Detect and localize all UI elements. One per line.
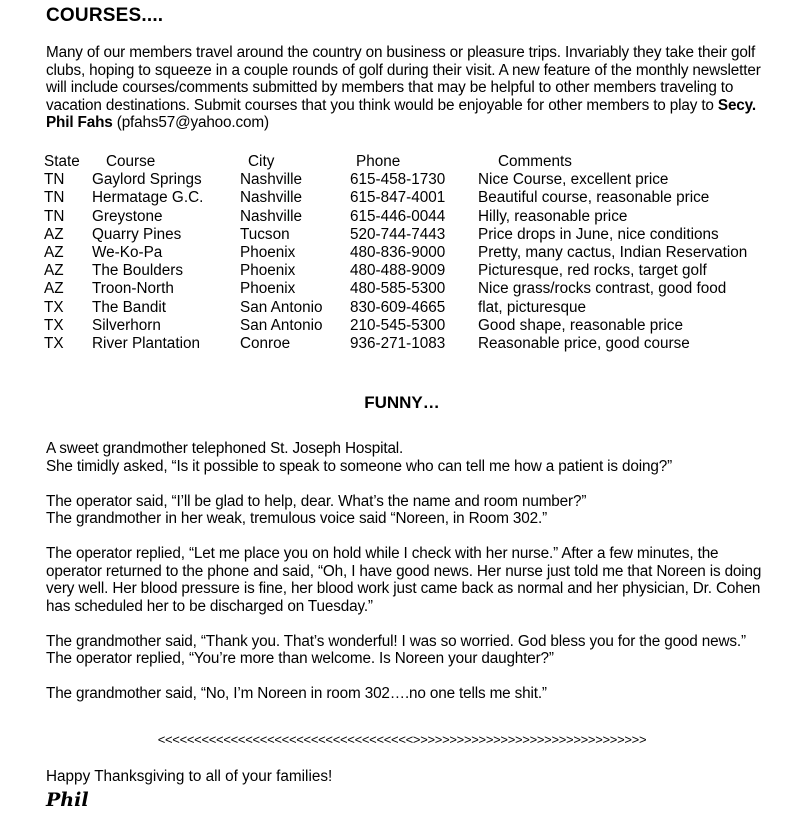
cell-state: TX — [44, 335, 64, 353]
cell-phone: 615-847-4001 — [350, 189, 446, 207]
cell-phone: 480-836-9000 — [350, 244, 446, 262]
cell-state: TX — [44, 316, 64, 334]
cell-comments: Picturesque, red rocks, target golf — [478, 262, 707, 280]
cell-phone: 210-545-5300 — [350, 316, 446, 334]
header-city: City — [248, 153, 275, 170]
table-row — [44, 262, 747, 280]
cell-state: TN — [44, 171, 65, 189]
cell-course: The Bandit — [92, 298, 166, 316]
header-phone: Phone — [356, 153, 401, 170]
table-row — [44, 299, 747, 317]
cell-phone: 615-458-1730 — [350, 171, 446, 189]
table-row — [44, 171, 747, 189]
cell-city: San Antonio — [240, 316, 323, 334]
cell-city: Phoenix — [240, 262, 296, 280]
cell-city: Conroe — [240, 335, 291, 353]
story-paragraph: The operator said, “I’ll be glad to help, dear. What’s the name and room number?” The grandmother in her weak, tremulous voice said “Noreen, in Room 302.” — [46, 492, 587, 527]
cell-comments: Beautiful course, reasonable price — [478, 189, 710, 207]
cell-comments: Good shape, reasonable price — [478, 316, 683, 334]
cell-phone: 830-609-4665 — [350, 298, 446, 316]
cell-state: TN — [44, 207, 65, 225]
cell-course: Hermatage G.C. — [92, 189, 204, 207]
cell-state: TN — [44, 189, 65, 207]
header-course: Course — [106, 153, 156, 170]
cell-phone: 615-446-0044 — [350, 207, 446, 225]
cell-comments: Hilly, reasonable price — [478, 207, 628, 225]
cell-phone: 936-271-1083 — [350, 335, 446, 353]
cell-phone: 480-585-5300 — [350, 280, 446, 298]
cell-comments: Pretty, many cactus, Indian Reservation — [478, 244, 748, 262]
cell-phone: 520-744-7443 — [350, 225, 446, 243]
cell-course: River Plantation — [92, 335, 200, 353]
cell-city: Nashville — [240, 171, 303, 189]
table-row — [44, 244, 747, 262]
cell-comments: Nice grass/rocks contrast, good food — [478, 280, 727, 298]
cell-course: Silverhorn — [92, 316, 161, 334]
cell-city: Nashville — [240, 189, 303, 207]
courses-table — [44, 153, 747, 353]
story-paragraph: The grandmother said, “Thank you. That’s wonderful! I was so worried. God bless you for the good news.” The operator replied, “You’re more than welcome. Is Noreen your daughter?” — [46, 632, 746, 667]
cell-city: Tucson — [240, 225, 290, 243]
cell-comments: Reasonable price, good course — [478, 335, 690, 353]
cell-comments: Nice Course, excellent price — [478, 171, 669, 189]
table-row — [44, 226, 747, 244]
closing-greeting: Happy Thanksgiving to all of your families! — [46, 768, 333, 785]
signature: Phil — [46, 789, 89, 811]
cell-course: The Boulders — [92, 262, 183, 280]
contact-name: Secy. Phil Fahs — [46, 96, 756, 131]
story-paragraph: The grandmother said, “No, I’m Noreen in room 302….no one tells me shit.” — [46, 685, 547, 702]
cell-city: Nashville — [240, 207, 303, 225]
cell-course: Greystone — [92, 207, 163, 225]
funny-heading: FUNNY… — [364, 393, 440, 412]
cell-state: AZ — [44, 225, 64, 243]
cell-course: Gaylord Springs — [92, 171, 202, 189]
cell-city: San Antonio — [240, 298, 323, 316]
cell-city: Phoenix — [240, 244, 296, 262]
cell-city: Phoenix — [240, 280, 296, 298]
cell-phone: 480-488-9009 — [350, 262, 446, 280]
header-state: State — [44, 153, 80, 170]
cell-comments: flat, picturesque — [478, 298, 586, 316]
funny-story — [46, 440, 766, 720]
section-divider: <<<<<<<<<<<<<<<<<<<<<<<<<<<<<<<<<<<>>>>>>>>>>>>>>>>>>>>>>>>>>>>>>>> — [157, 732, 647, 747]
table-header-row — [44, 153, 747, 171]
story-paragraph: The operator replied, “Let me place you on hold while I check with her nurse.” After a few minutes, the operator returned to the phone and said, “Oh, I have good news. Her nurse just told me that Noreen is doing very well. Her blood pressure is fine, her blood work just came back as normal and her physician, Dr. Cohen has scheduled her to be discharged on Tuesday.” — [46, 545, 762, 615]
cell-course: We-Ko-Pa — [92, 244, 163, 262]
intro-text: Many of our members travel around the country on business or pleasure trips. Invariably they take their golf clubs, hoping to squeeze in a couple rounds of golf during their visit. A new feature of the monthly newsletter will include courses/comments submitted by members that may be helpful to other members traveling to vacation destinations. Submit courses that you think would be enjoyable for other members to play to — [46, 44, 761, 114]
table-row — [44, 280, 747, 298]
cell-course: Troon-North — [92, 280, 174, 298]
cell-comments: Price drops in June, nice conditions — [478, 225, 719, 243]
table-row — [44, 208, 747, 226]
table-row — [44, 189, 747, 207]
table-row — [44, 335, 747, 353]
cell-state: TX — [44, 298, 64, 316]
cell-state: AZ — [44, 280, 64, 298]
contact-email: (pfahs57@yahoo.com) — [112, 114, 269, 131]
table-row — [44, 317, 747, 335]
cell-state: AZ — [44, 262, 64, 280]
header-comments: Comments — [498, 153, 572, 170]
story-paragraph: A sweet grandmother telephoned St. Joseph Hospital. She timidly asked, “Is it possible to speak to someone who can tell me how a patient is doing?” — [46, 440, 673, 475]
cell-course: Quarry Pines — [92, 225, 182, 243]
courses-heading: COURSES.... — [46, 5, 164, 26]
cell-state: AZ — [44, 244, 64, 262]
courses-intro — [46, 44, 766, 132]
